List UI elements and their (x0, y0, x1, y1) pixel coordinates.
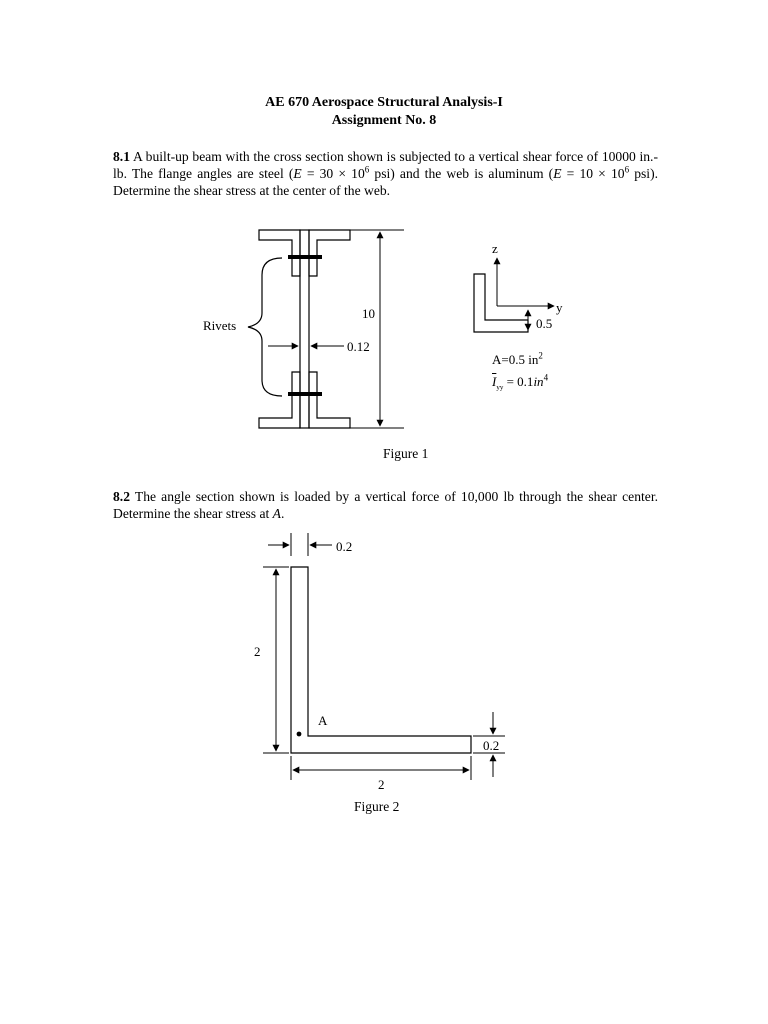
point-a-label: A (318, 713, 328, 728)
rivets-label: Rivets (203, 318, 237, 333)
inertia-symbol: $\overline{I}$ (492, 374, 497, 389)
problem-text: psi) and the web is aluminum ( (369, 166, 554, 181)
inset-dimension-label: 0.5 (536, 316, 553, 331)
exponent: 2 (538, 350, 543, 361)
width-label: 2 (378, 777, 385, 792)
problem-text: . (280, 506, 285, 521)
exponent: 6 (364, 164, 370, 175)
web-thickness-label: 0.12 (347, 339, 370, 354)
right-thickness-label: 0.2 (483, 738, 500, 753)
height-label: 10 (362, 306, 375, 321)
problem-text: = 10 × 10 (561, 166, 625, 181)
inertia-unit: in (533, 374, 544, 389)
figure-1-caption: Figure 1 (383, 446, 429, 461)
assignment-title: AE 670 Aerospace Structural Analysis-I (265, 95, 503, 110)
problem-text: = 30 × 10 (301, 166, 365, 181)
problem-text: psi). Determine the shear stress at the center of the web. (113, 166, 659, 198)
point-symbol: A (272, 506, 281, 521)
problem-number: 8.1 (113, 149, 130, 164)
symbol-e: E (293, 166, 302, 181)
top-thickness-label: 0.2 (336, 539, 353, 554)
exponent: 6 (624, 164, 630, 175)
z-axis-label: z (492, 241, 498, 256)
inertia-subscript: yy (496, 383, 504, 392)
problem-number: 8.2 (113, 489, 130, 504)
problem-text: The angle section shown is loaded by a vertical force of 10,000 lb through the shear center. Determine the shear stress at (113, 489, 658, 521)
inertia-value: = 0.1 (503, 374, 534, 389)
height-label: 2 (254, 644, 261, 659)
point-a-marker (297, 732, 302, 737)
area-text: A=0.5 in (492, 352, 539, 367)
y-axis-label: y (556, 300, 563, 315)
figure-2-caption: Figure 2 (354, 799, 400, 814)
exponent: 4 (543, 372, 549, 383)
symbol-e: E (553, 166, 562, 181)
assignment-number: Assignment No. 8 (331, 113, 437, 128)
problem-text: A built-up beam with the cross section shown is subjected to a vertical shear force of 10000 in.-lb. The flange angles are steel ( (113, 149, 658, 181)
